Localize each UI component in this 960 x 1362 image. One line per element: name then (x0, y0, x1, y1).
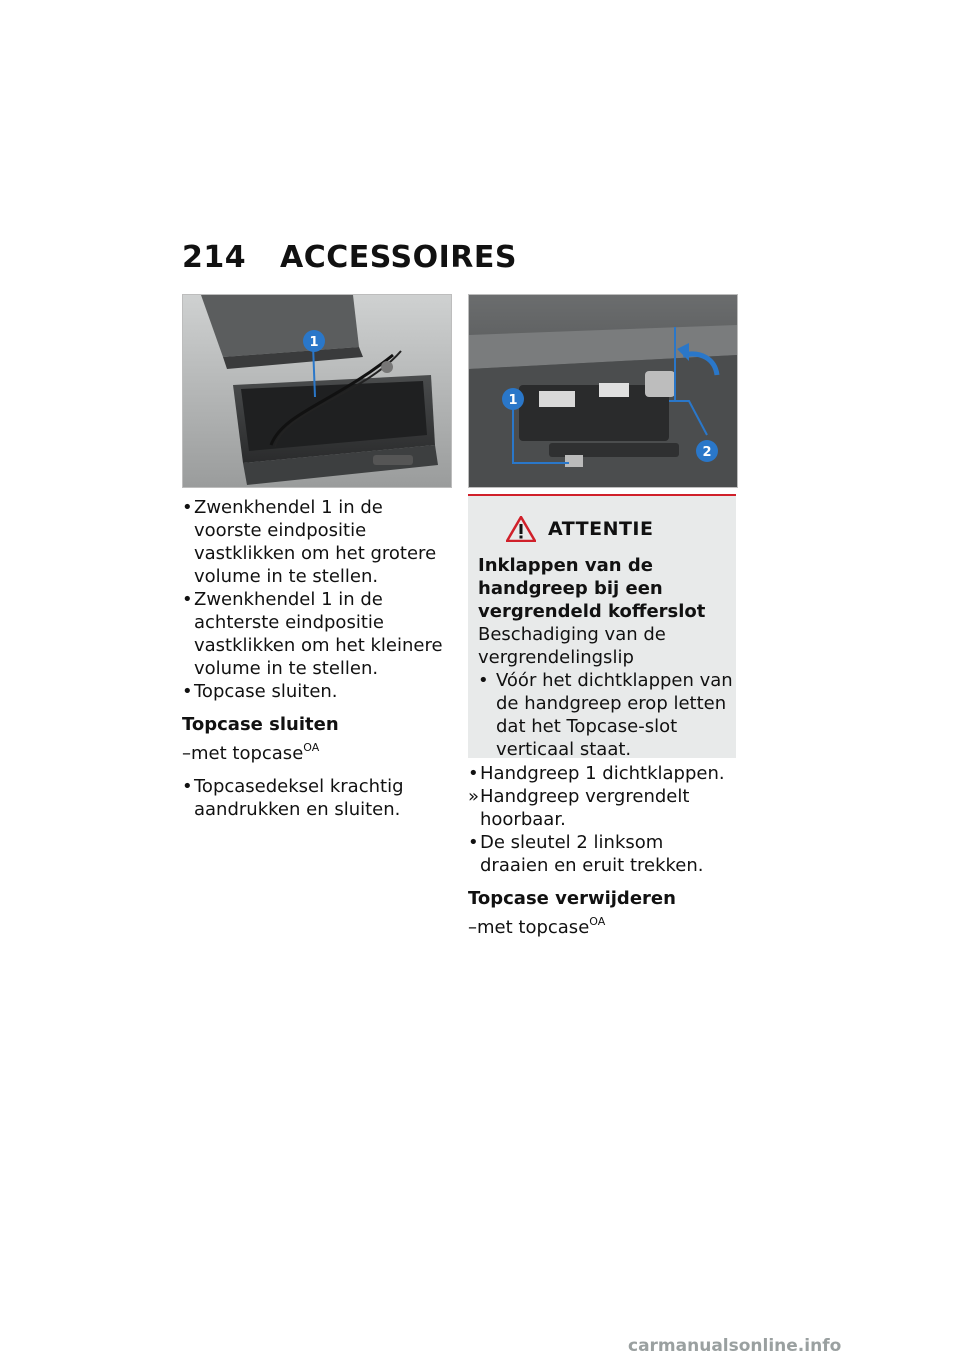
warning-heading: Inklappen van de handgreep bij een vergrendeld kofferslot (478, 555, 706, 622)
list-item: • Topcasedeksel krachtig aandrukken en sluiten. (182, 776, 404, 820)
right-column (468, 762, 736, 939)
callout-1: 1 (309, 335, 319, 350)
list-item: • Zwenkhendel 1 in de achterste eindpositie vastklikken om het kleinere volume in te stellen. (182, 589, 443, 679)
section-title-close: Topcase sluiten (182, 714, 339, 735)
topcase-handle-illustration (469, 295, 737, 487)
list-item: • De sleutel 2 linksom draaien en eruit trekken. (468, 832, 704, 876)
callout-1: 1 (508, 393, 518, 408)
list-item: • Zwenkhendel 1 in de voorste eindpositie vastklikken om het grotere volume in te stellen. (182, 497, 437, 587)
warning-label: ATTENTIE (548, 518, 654, 540)
left-column (182, 496, 454, 821)
figure-topcase-handle (468, 294, 738, 488)
warning-action: • Vóór het dichtklappen van de handgreep erop letten dat het Topcase-slot verticaal staat. (478, 670, 733, 760)
list-item: » Handgreep vergrendelt hoorbaar. (468, 786, 690, 830)
figure-topcase-open (182, 294, 452, 488)
page-header (182, 240, 517, 275)
topcase-open-illustration (183, 295, 451, 487)
section-condition: –met topcase$^{OA}$ (468, 915, 606, 938)
list-item: • Topcase sluiten. (182, 681, 338, 702)
warning-consequence: Beschadiging van de vergrendelingslip (478, 624, 666, 668)
page-number: 214 (182, 240, 247, 275)
callout-2: 2 (702, 445, 712, 460)
section-condition: –met topcase$^{OA}$ (182, 741, 320, 764)
list-item: • Handgreep 1 dichtklappen. (468, 763, 725, 784)
warning-box (468, 494, 736, 758)
section-title-remove: Topcase verwijderen (468, 888, 676, 909)
watermark: carmanualsonline.info (628, 1336, 842, 1356)
warning-triangle-icon (506, 516, 536, 540)
page-title: ACCESSOIRES (280, 240, 517, 275)
